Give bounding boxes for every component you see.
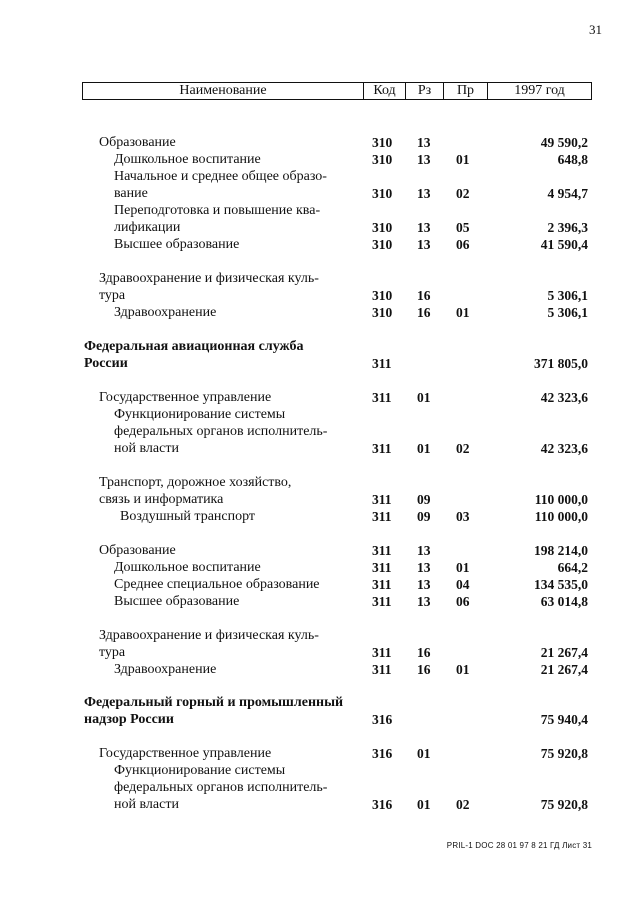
row-pr: 03	[456, 509, 470, 524]
row-rz: 13	[417, 560, 431, 575]
table-row	[0, 304, 640, 321]
table-row	[0, 559, 640, 576]
row-kod: 311	[372, 356, 392, 371]
row-value: 371 805,0	[534, 356, 588, 371]
row-value: 63 014,8	[540, 594, 588, 609]
row-value: 198 214,0	[534, 543, 588, 558]
table-row	[0, 185, 640, 202]
row-name: надзор России	[84, 712, 174, 727]
row-kod: 310	[372, 152, 393, 167]
table-row	[0, 576, 640, 593]
row-name: тура	[99, 288, 126, 303]
row-rz: 13	[417, 577, 431, 592]
row-name: Переподготовка и повышение ква-	[114, 203, 321, 218]
row-rz: 13	[417, 220, 431, 235]
row-name: России	[84, 356, 128, 371]
row-value: 2 396,3	[547, 220, 588, 235]
row-rz: 13	[417, 594, 431, 609]
table-row	[0, 338, 640, 355]
row-value: 110 000,0	[534, 509, 588, 524]
table-row	[0, 711, 640, 728]
row-value: 110 000,0	[534, 492, 588, 507]
row-kod: 311	[372, 662, 392, 677]
row-pr: 01	[456, 560, 470, 575]
table-row	[0, 627, 640, 644]
row-name: Государственное управление	[99, 746, 272, 761]
row-value: 75 940,4	[540, 712, 588, 727]
table-row	[0, 593, 640, 610]
table-row	[0, 508, 640, 525]
row-kod: 311	[372, 594, 392, 609]
row-name: Федеральный горный и промышленный	[84, 695, 344, 710]
table-row	[0, 440, 640, 457]
row-name: Здравоохранение и физическая куль-	[99, 628, 319, 643]
row-value: 21 267,4	[540, 662, 588, 677]
row-kod: 311	[372, 509, 392, 524]
row-rz: 09	[417, 509, 431, 524]
table-header	[82, 82, 592, 100]
row-name: Образование	[99, 135, 176, 150]
row-value: 42 323,6	[540, 390, 588, 405]
header-pr: Пр	[443, 83, 487, 99]
table-row	[0, 745, 640, 762]
table-row	[0, 644, 640, 661]
row-name: Высшее образование	[114, 594, 240, 609]
row-name: тура	[99, 645, 126, 660]
row-name: связь и информатика	[99, 492, 224, 507]
row-name: Среднее специальное образование	[114, 577, 320, 592]
row-kod: 311	[372, 645, 392, 660]
row-rz: 01	[417, 746, 431, 761]
row-name: Дошкольное воспитание	[114, 560, 261, 575]
row-rz: 01	[417, 441, 431, 456]
row-rz: 13	[417, 237, 431, 252]
row-rz: 01	[417, 390, 431, 405]
row-rz: 01	[417, 797, 431, 812]
row-kod: 310	[372, 305, 393, 320]
row-value: 648,8	[557, 152, 588, 167]
table-row	[0, 491, 640, 508]
row-name: федеральных органов исполнитель-	[114, 780, 328, 795]
row-kod: 311	[372, 492, 392, 507]
row-name: Здравоохранение	[114, 662, 217, 677]
row-pr: 06	[456, 594, 470, 609]
table-row	[0, 355, 640, 372]
row-name: лификации	[114, 220, 181, 235]
row-pr: 01	[456, 305, 470, 320]
row-name: ной власти	[114, 441, 179, 456]
row-pr: 02	[456, 186, 470, 201]
row-name: Здравоохранение и физическая куль-	[99, 271, 319, 286]
header-year: 1997 год	[487, 83, 591, 99]
row-name: федеральных органов исполнитель-	[114, 424, 328, 439]
row-rz: 09	[417, 492, 431, 507]
row-rz: 13	[417, 186, 431, 201]
row-value: 4 954,7	[547, 186, 588, 201]
header-rz: Рз	[405, 83, 443, 99]
row-rz: 16	[417, 305, 431, 320]
row-kod: 316	[372, 797, 393, 812]
table-row	[0, 542, 640, 559]
row-rz: 16	[417, 288, 431, 303]
row-name: Образование	[99, 543, 176, 558]
row-kod: 311	[372, 543, 392, 558]
row-pr: 01	[456, 662, 470, 677]
header-name: Наименование	[179, 83, 267, 98]
table-row	[0, 762, 640, 779]
table-row	[0, 168, 640, 185]
row-name: Функционирование системы	[114, 407, 286, 422]
row-rz: 16	[417, 662, 431, 677]
table-row	[0, 406, 640, 423]
row-value: 5 306,1	[547, 305, 588, 320]
table-row	[0, 474, 640, 491]
table-row	[0, 796, 640, 813]
row-kod: 310	[372, 220, 393, 235]
document-footer: PRIL-1 DOC 28 01 97 8 21 ГД Лист 31	[446, 841, 592, 850]
row-kod: 310	[372, 237, 393, 252]
row-pr: 06	[456, 237, 470, 252]
row-kod: 311	[372, 390, 392, 405]
row-name: Государственное управление	[99, 390, 272, 405]
row-kod: 316	[372, 746, 393, 761]
row-value: 664,2	[557, 560, 588, 575]
row-name: Здравоохранение	[114, 305, 217, 320]
row-value: 41 590,4	[540, 237, 588, 252]
row-name: Воздушный транспорт	[120, 509, 256, 524]
row-name: вание	[114, 186, 148, 201]
row-rz: 13	[417, 135, 431, 150]
header-kod: Код	[363, 83, 405, 99]
row-rz: 13	[417, 152, 431, 167]
table-row	[0, 219, 640, 236]
row-name: ной власти	[114, 797, 179, 812]
row-pr: 01	[456, 152, 470, 167]
row-kod: 310	[372, 288, 393, 303]
table-row	[0, 661, 640, 678]
row-name: Высшее образование	[114, 237, 240, 252]
table-row	[0, 423, 640, 440]
row-value: 21 267,4	[540, 645, 588, 660]
row-kod: 316	[372, 712, 393, 727]
table-row	[0, 779, 640, 796]
row-kod: 311	[372, 577, 392, 592]
table-row	[0, 270, 640, 287]
row-value: 75 920,8	[540, 746, 588, 761]
row-kod: 310	[372, 135, 393, 150]
row-value: 49 590,2	[540, 135, 588, 150]
row-name: Федеральная авиационная служба	[84, 339, 304, 354]
row-kod: 311	[372, 560, 392, 575]
row-pr: 02	[456, 797, 470, 812]
table-row	[0, 236, 640, 253]
row-name: Начальное и среднее общее образо-	[114, 169, 327, 184]
row-name: Дошкольное воспитание	[114, 152, 261, 167]
row-pr: 02	[456, 441, 470, 456]
row-kod: 311	[372, 441, 392, 456]
row-value: 134 535,0	[534, 577, 588, 592]
row-kod: 310	[372, 186, 393, 201]
row-value: 75 920,8	[540, 797, 588, 812]
table-row	[0, 202, 640, 219]
table-row	[0, 151, 640, 168]
row-name: Транспорт, дорожное хозяйство,	[99, 475, 292, 490]
row-rz: 16	[417, 645, 431, 660]
table-row	[0, 694, 640, 711]
table-row	[0, 134, 640, 151]
row-value: 5 306,1	[547, 288, 588, 303]
table-row	[0, 389, 640, 406]
row-name: Функционирование системы	[114, 763, 286, 778]
row-pr: 05	[456, 220, 470, 235]
table-row	[0, 287, 640, 304]
row-rz: 13	[417, 543, 431, 558]
row-value: 42 323,6	[540, 441, 588, 456]
row-pr: 04	[456, 577, 470, 592]
page-number: 31	[589, 22, 602, 37]
